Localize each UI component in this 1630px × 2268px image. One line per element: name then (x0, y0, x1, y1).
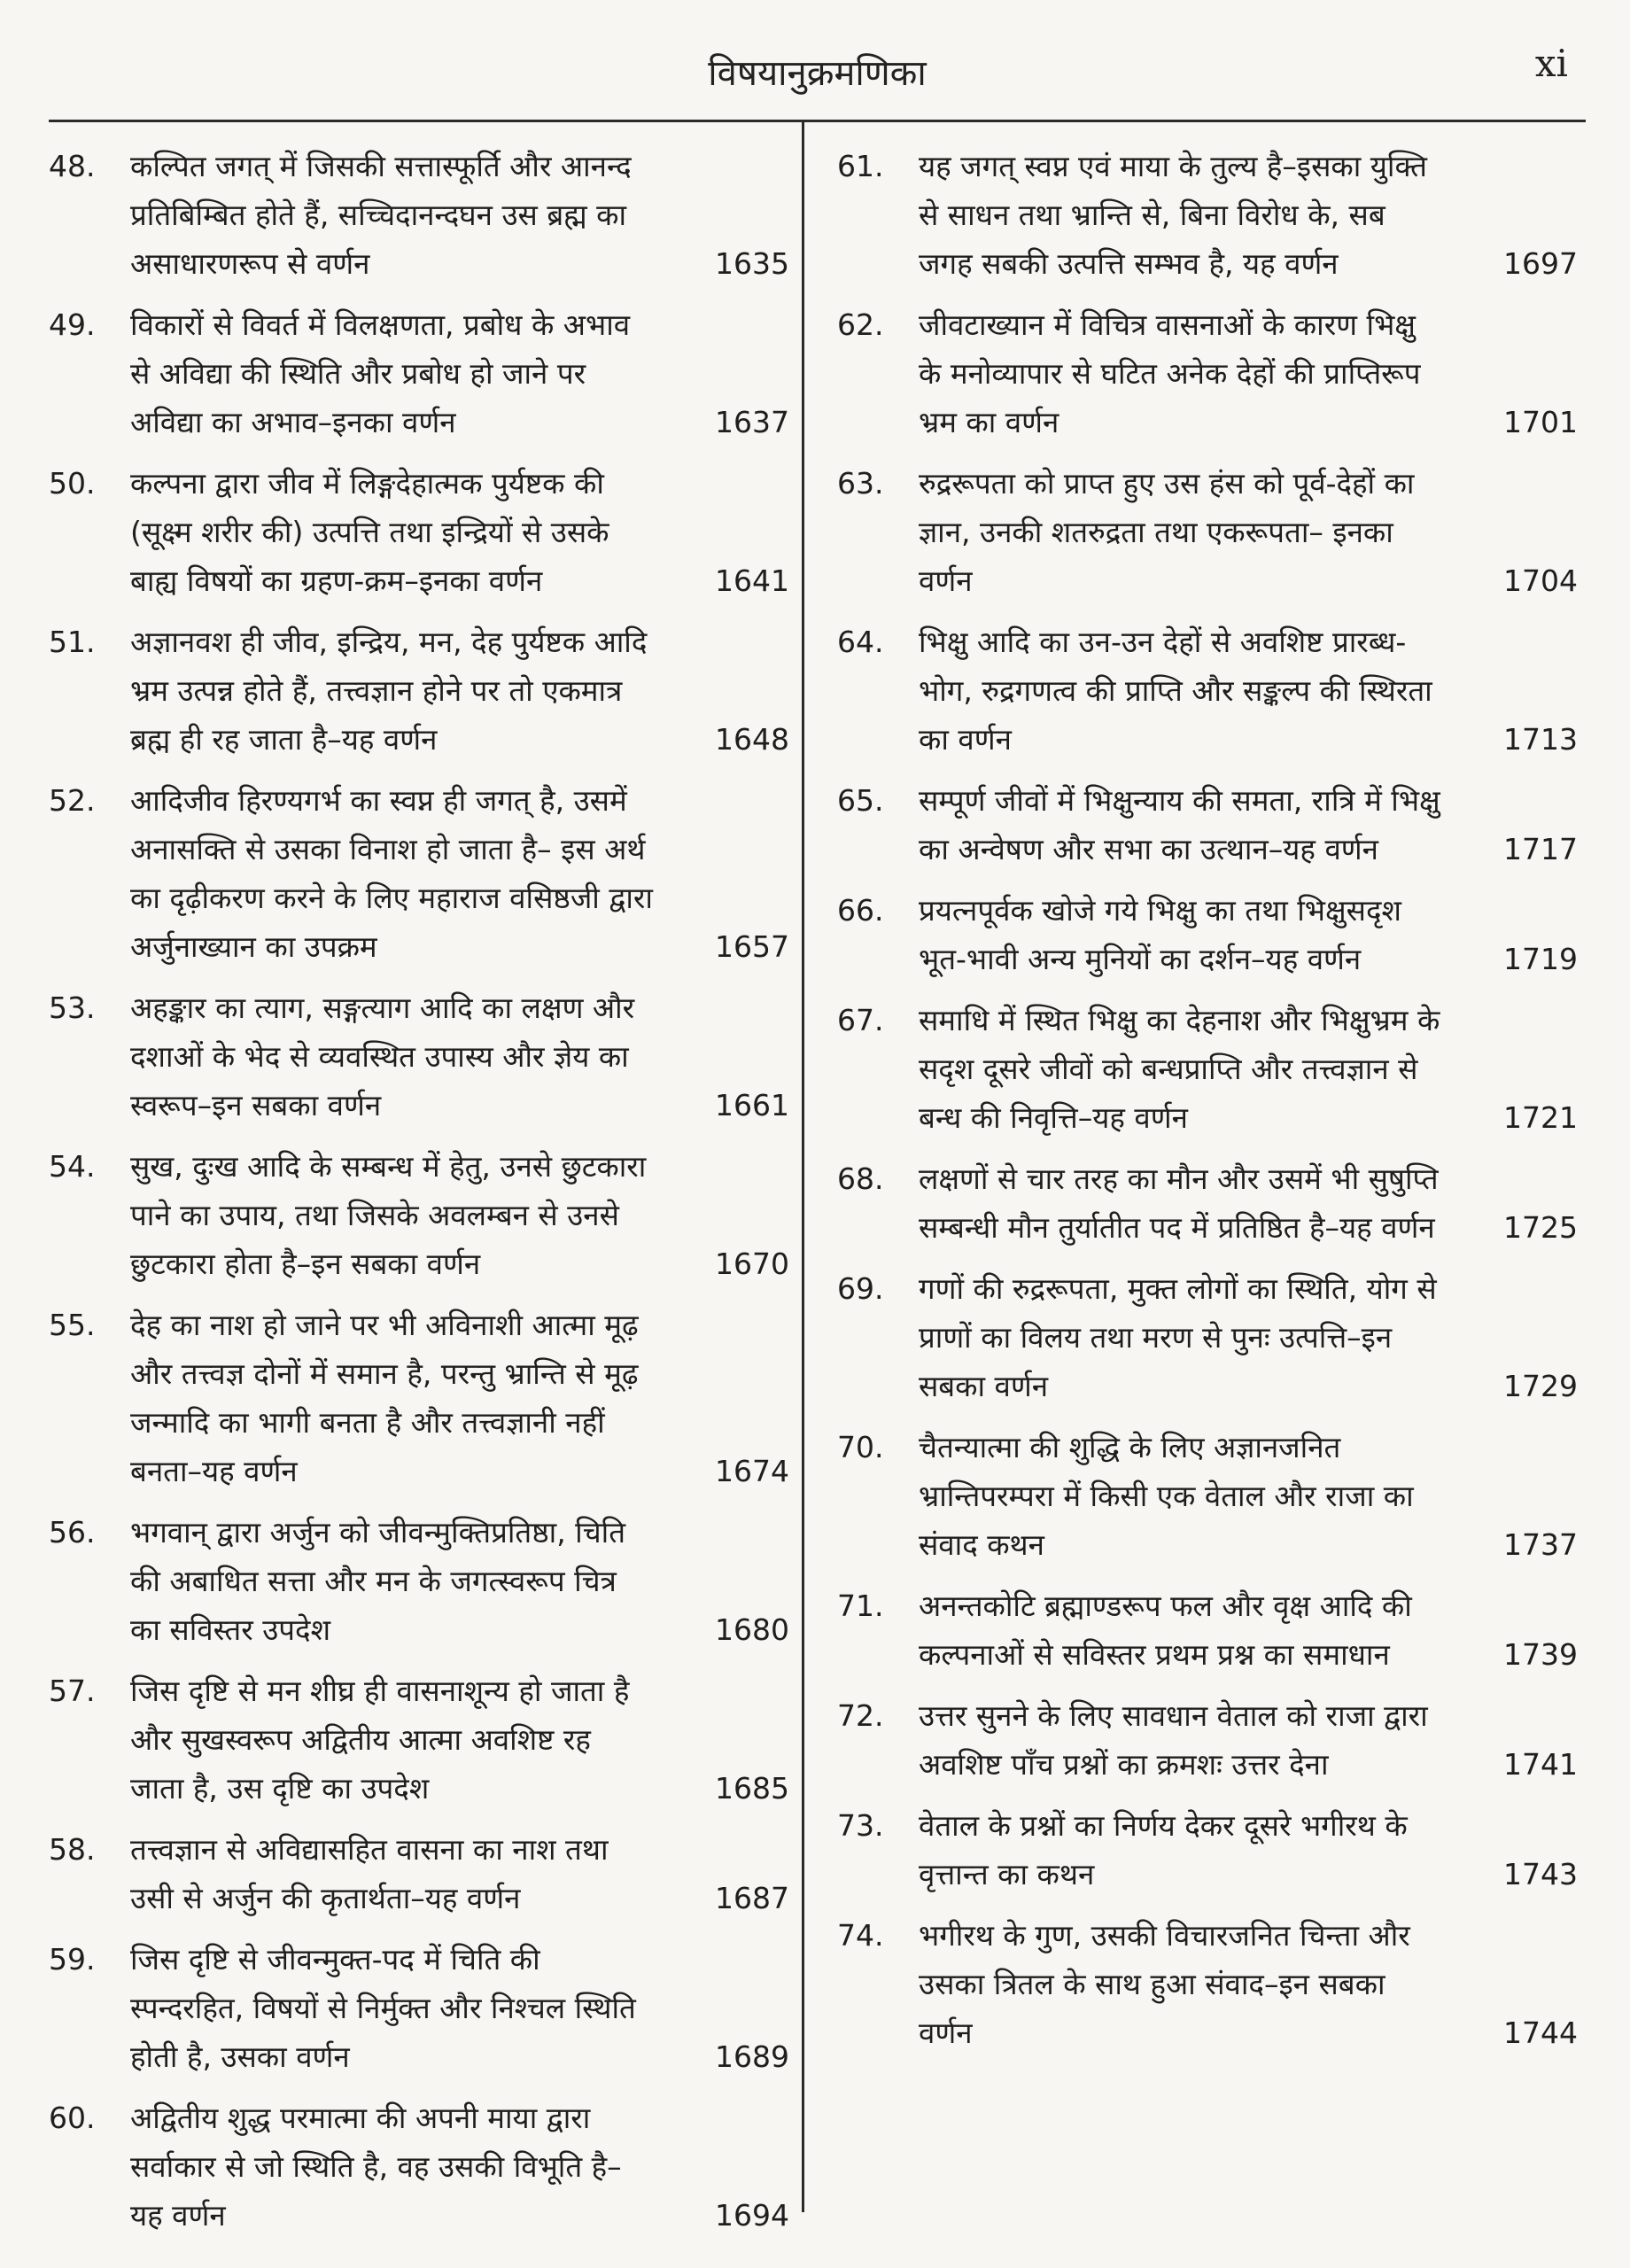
toc-entry (49, 1666, 793, 1813)
page-header (49, 40, 1586, 111)
entry-number: 74. (837, 1918, 884, 1953)
entry-title: आदिजीव हिरण्यगर्भ का स्वप्न ही जगत् है, उसमें अनासक्ति से उसका विनाश हो जाता है– इस अर्थ का दृढ़ीकरण करने के लिए महाराज वसिष्ठजी द्वारा अर्जुनाख्यान का उपक्रम (130, 783, 653, 964)
entry-number: 60. (49, 2101, 96, 2135)
entry-number: 62. (837, 307, 884, 342)
entry-title: भिक्षु आदि का उन-उन देहों से अवशिष्ट प्रारब्ध-भोग, रुद्रगणत्व की प्राप्ति और सङ्कल्प की स्थिरता का वर्णन (919, 625, 1432, 757)
entry-title: सुख, दुःख आदि के सम्बन्ध में हेतु, उनसे छुटकारा पाने का उपाय, तथा जिसके अवलम्बन से उनसे छुटकारा होता है–इन सबका वर्णन (130, 1149, 647, 1281)
entry-page-number: 1717 (1503, 832, 1578, 866)
entry-number: 73. (837, 1808, 884, 1843)
entry-number: 69. (837, 1271, 884, 1306)
entry-number: 67. (837, 1003, 884, 1037)
entry-page-number: 1689 (715, 2039, 789, 2074)
entry-title: सम्पूर्ण जीवों में भिक्षुन्याय की समता, रात्रि में भिक्षु का अन्वेषण और सभा का उत्थान–यह वर्णन (919, 783, 1440, 866)
toc-entry (49, 1508, 793, 1654)
entry-title: यह जगत् स्वप्न एवं माया के तुल्य है–इसका युक्ति से साधन तथा भ्रान्ति से, बिना विरोध के, सब जगह सबकी उत्पत्ति सम्भव है, यह वर्णन (919, 149, 1427, 281)
entry-number: 66. (837, 893, 884, 928)
entry-title: चैतन्यात्मा की शुद्धि के लिए अज्ञानजनित भ्रान्तिपरम्परा में किसी एक वेताल और राजा का संवाद कथन (919, 1430, 1414, 1562)
entry-page-number: 1680 (715, 1612, 789, 1647)
toc-entry (837, 1581, 1581, 1679)
toc-entry (49, 617, 793, 764)
entry-number: 51. (49, 625, 96, 659)
toc-entry (837, 776, 1581, 874)
toc-entry (49, 459, 793, 605)
entry-number: 59. (49, 1942, 96, 1977)
entry-page-number: 1729 (1503, 1369, 1578, 1403)
entry-title: गणों की रुद्ररूपता, मुक्त लोगों का स्थिति, योग से प्राणों का विलय तथा मरण से पुनः उत्पत्ति–इन सबका वर्णन (919, 1271, 1437, 1403)
toc-entry (49, 142, 793, 288)
entry-title: जिस दृष्टि से मन शीघ्र ही वासनाशून्य हो जाता है और सुखस्वरूप अद्वितीय आत्मा अवशिष्ट रह जाता है, उस दृष्टि का उपदेश (130, 1674, 630, 1806)
entry-title: प्रयत्नपूर्वक खोजे गये भिक्षु का तथा भिक्षुसदृश भूत-भावी अन्य मुनियों का दर्शन–यह वर्णन (919, 893, 1401, 976)
toc-entry (49, 300, 793, 447)
entry-page-number: 1694 (715, 2198, 789, 2233)
entry-title: लक्षणों से चार तरह का मौन और उसमें भी सुषुप्ति सम्बन्धी मौन तुर्यातीत पद में प्रतिष्ठित है–यह वर्णन (919, 1161, 1439, 1245)
entry-title: तत्त्वज्ञान से अविद्यासहित वासना का नाश तथा उसी से अर्जुन की कृतार्थता–यह वर्णन (130, 1832, 609, 1915)
entry-page-number: 1685 (715, 1771, 789, 1806)
toc-entry (49, 1142, 793, 1288)
entry-number: 68. (837, 1161, 884, 1196)
entry-title: अज्ञानवश ही जीव, इन्द्रिय, मन, देह पुर्यष्टक आदि भ्रम उत्पन्न होते हैं, तत्त्वज्ञान होने पर तो एकमात्र ब्रह्म ही रह जाता है–यह वर्णन (130, 625, 648, 757)
entry-number: 61. (837, 149, 884, 183)
entry-title: देह का नाश हो जाने पर भी अविनाशी आत्मा मूढ़ और तत्त्वज्ञ दोनों में समान है, परन्तु भ्रान्ति से मूढ़ जन्मादि का भागी बनता है और तत्त्वज्ञानी नहीं बनता–यह वर्णन (130, 1308, 639, 1488)
toc-entry (837, 1423, 1581, 1569)
entry-title: समाधि में स्थित भिक्षु का देहनाश और भिक्षुभ्रम के सदृश दूसरे जीवों को बन्धप्राप्ति और तत्त्वज्ञान से बन्ध की निवृत्ति–यह वर्णन (919, 1003, 1440, 1135)
entry-page-number: 1743 (1503, 1857, 1578, 1891)
toc-entry (837, 459, 1581, 605)
entry-number: 65. (837, 783, 884, 818)
entry-page-number: 1674 (715, 1454, 789, 1488)
entry-page-number: 1661 (715, 1088, 789, 1122)
entry-number: 54. (49, 1149, 96, 1184)
entry-page-number: 1721 (1503, 1100, 1578, 1135)
header-rule (49, 120, 1586, 122)
entry-title: कल्पना द्वारा जीव में लिङ्गदेहात्मक पुर्यष्टक की (सूक्ष्म शरीर की) उत्पत्ति तथा इन्द्रियों से उसके बाह्य विषयों का ग्रहण-क्रम–इनका वर्णन (130, 466, 609, 598)
toc-entry (837, 1911, 1581, 2057)
entry-page-number: 1697 (1503, 246, 1578, 281)
entry-title: जीवटाख्यान में विचित्र वासनाओं के कारण भिक्षु के मनोव्यापार से घटित अनेक देहों की प्राप्तिरूप भ्रम का वर्णन (919, 307, 1421, 439)
entry-title: भगीरथ के गुण, उसकी विचारजनित चिन्ता और उसका त्रितल के साथ हुआ संवाद–इन सबका वर्णन (919, 1918, 1410, 2050)
entry-title: अहङ्कार का त्याग, सङ्गत्याग आदि का लक्षण और दशाओं के भेद से व्यवस्थित उपास्य और ज्ञेय का स्वरूप–इन सबका वर्णन (130, 990, 635, 1122)
entry-page-number: 1687 (715, 1881, 789, 1915)
entry-page-number: 1641 (715, 563, 789, 598)
toc-entry (837, 886, 1581, 983)
entry-title: रुद्ररूपता को प्राप्त हुए उस हंस को पूर्व-देहों का ज्ञान, उनकी शतरुद्रता तथा एकरूपता– इनका वर्णन (919, 466, 1415, 598)
entry-title: उत्तर सुनने के लिए सावधान वेताल को राजा द्वारा अवशिष्ट पाँच प्रश्नों का क्रमशः उत्तर देना (919, 1698, 1428, 1782)
toc-entry (49, 1825, 793, 1922)
entry-number: 56. (49, 1515, 96, 1550)
entry-number: 49. (49, 307, 96, 342)
column-divider (802, 121, 804, 2212)
toc-entry (837, 142, 1581, 288)
entry-number: 57. (49, 1674, 96, 1708)
toc-entry (837, 617, 1581, 764)
toc-entry (837, 1264, 1581, 1410)
entry-number: 48. (49, 149, 96, 183)
toc-entry (837, 1154, 1581, 1252)
entry-number: 53. (49, 990, 96, 1025)
entry-page-number: 1704 (1503, 563, 1578, 598)
toc-entry (49, 1301, 793, 1495)
toc-entry (837, 300, 1581, 447)
entry-number: 58. (49, 1832, 96, 1867)
entry-number: 55. (49, 1308, 96, 1342)
entry-title: विकारों से विवर्त में विलक्षणता, प्रबोध के अभाव से अविद्या की स्थिति और प्रबोध हो जाने पर अविद्या का अभाव–इनका वर्णन (130, 307, 631, 439)
page-number: xi (1534, 42, 1568, 85)
entry-number: 72. (837, 1698, 884, 1733)
entry-page-number: 1657 (715, 929, 789, 964)
toc-entry (49, 2093, 793, 2240)
entry-page-number: 1725 (1503, 1210, 1578, 1245)
right-column (837, 142, 1581, 2070)
toc-entry (49, 776, 793, 971)
entry-page-number: 1701 (1503, 405, 1578, 439)
entry-page-number: 1648 (715, 722, 789, 757)
entry-page-number: 1741 (1503, 1747, 1578, 1782)
toc-entry (837, 1801, 1581, 1899)
entry-number: 52. (49, 783, 96, 818)
entry-number: 63. (837, 466, 884, 501)
entry-number: 50. (49, 466, 96, 501)
entry-number: 71. (837, 1588, 884, 1623)
entry-page-number: 1713 (1503, 722, 1578, 757)
entry-page-number: 1737 (1503, 1527, 1578, 1562)
entry-title: कल्पित जगत् में जिसकी सत्तास्फूर्ति और आनन्द प्रतिबिम्बित होते हैं, सच्चिदानन्दघन उस ब्रह्म का असाधारणरूप से वर्णन (130, 149, 632, 281)
entry-number: 70. (837, 1430, 884, 1464)
entry-page-number: 1744 (1503, 2016, 1578, 2050)
entry-page-number: 1635 (715, 246, 789, 281)
entry-title: भगवान् द्वारा अर्जुन को जीवन्मुक्तिप्रतिष्ठा, चिति की अबाधित सत्ता और मन के जगत्स्वरूप चित्र का सविस्तर उपदेश (130, 1515, 626, 1647)
entry-page-number: 1670 (715, 1247, 789, 1281)
entry-title: जिस दृष्टि से जीवन्मुक्त-पद में चिति की स्पन्दरहित, विषयों से निर्मुक्त और निश्चल स्थिति होती है, उसका वर्णन (130, 1942, 636, 2074)
toc-entry (837, 1691, 1581, 1789)
entry-page-number: 1637 (715, 405, 789, 439)
page-title: विषयानुक्रमणिका (708, 53, 927, 94)
entry-page-number: 1719 (1503, 942, 1578, 976)
entry-title: अनन्तकोटि ब्रह्माण्डरूप फल और वृक्ष आदि की कल्पनाओं से सविस्तर प्रथम प्रश्न का समाधान (919, 1588, 1412, 1672)
entry-title: वेताल के प्रश्नों का निर्णय देकर दूसरे भगीरथ के वृत्तान्त का कथन (919, 1808, 1408, 1891)
toc-entry (49, 1935, 793, 2081)
toc-entry (837, 996, 1581, 1142)
entry-number: 64. (837, 625, 884, 659)
left-column (49, 142, 793, 2252)
entry-title: अद्वितीय शुद्ध परमात्मा की अपनी माया द्वारा सर्वाकार से जो स्थिति है, वह उसकी विभूति है–यह वर्णन (130, 2101, 622, 2233)
entry-page-number: 1739 (1503, 1637, 1578, 1672)
toc-entry (49, 983, 793, 1130)
